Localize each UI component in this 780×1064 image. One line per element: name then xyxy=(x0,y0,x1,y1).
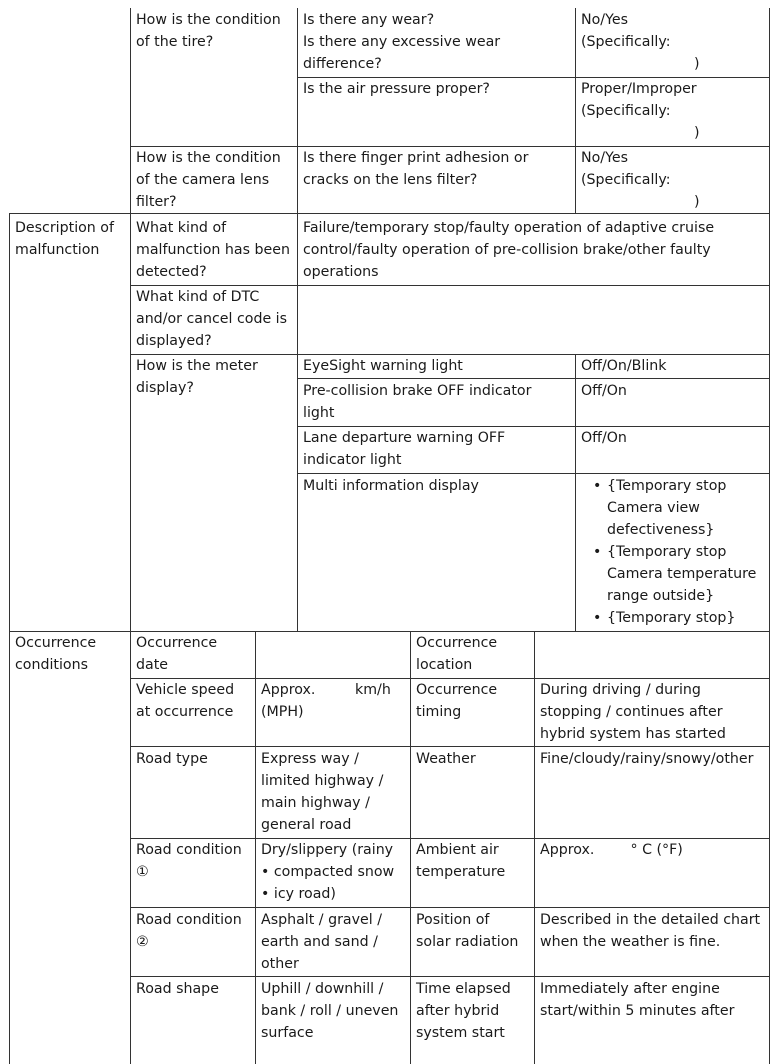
occurrence-label: Occurrence location xyxy=(416,635,498,673)
grid-line xyxy=(534,631,535,1064)
occurrence-value: Express way / limited highway / main highway / general road xyxy=(261,751,384,833)
tire-pressure-question: Is the air pressure proper? xyxy=(303,81,490,97)
occurrence-value: Asphalt / gravel / earth and sand / other xyxy=(261,912,382,972)
speed-unit: km/h xyxy=(355,682,391,698)
occurrence-label: Road condition ② xyxy=(136,912,242,950)
meter-question: How is the meter display? xyxy=(136,358,258,396)
occurrence-label: Occurrence timing xyxy=(416,682,498,720)
multi-info-item: • {Temporary stop Camera view defectiveness} xyxy=(585,475,768,541)
meter-item: Pre-collision brake OFF indicator light xyxy=(303,383,532,421)
grid-line xyxy=(297,378,770,379)
multi-info-label: Multi information display xyxy=(303,478,479,494)
malfunction-kind-answer: Failure/temporary stop/faulty operation of adaptive cruise control/faulty operation of pre-collision brake/other faulty operations xyxy=(303,220,715,280)
camera-check-paren: ) xyxy=(694,194,700,210)
malfunction-kind-question: What kind of malfunction has been detected? xyxy=(136,220,290,280)
grid-line xyxy=(9,213,770,214)
meter-state: Off/On/Blink xyxy=(581,358,667,374)
occurrence-section-label: Occurrence conditions xyxy=(15,635,97,673)
occurrence-label: Road shape xyxy=(136,981,219,997)
grid-line xyxy=(297,8,298,631)
occurrence-value: Fine/cloudy/rainy/snowy/other xyxy=(540,751,754,767)
occurrence-label: Position of solar radiation xyxy=(416,912,519,950)
camera-check-answer: No/Yes (Specifically: xyxy=(581,150,671,188)
occurrence-value: Described in the detailed chart when the weather is fine. xyxy=(540,912,761,950)
occurrence-label: Time elapsed after hybrid system start xyxy=(416,981,511,1041)
occurrence-value: Approx. ° C (°F) xyxy=(540,842,683,858)
occurrence-value: Dry/slippery (rainy • compacted snow • icy road) xyxy=(261,842,395,902)
grid-line xyxy=(575,8,576,213)
occurrence-value: Uphill / downhill / bank / roll / uneven surface xyxy=(261,981,399,1041)
occurrence-label: Road type xyxy=(136,751,208,767)
dtc-question: What kind of DTC and/or cancel code is displayed? xyxy=(136,289,288,349)
occurrence-label: Vehicle speed at occurrence xyxy=(136,682,235,720)
tire-pressure-answer: Proper/Improper (Specifically: xyxy=(581,81,697,119)
tire-question: How is the condition of the tire? xyxy=(136,12,281,50)
occurrence-value: Immediately after engine start/within 5 minutes after xyxy=(540,981,735,1019)
meter-item: EyeSight warning light xyxy=(303,358,463,374)
meter-state: Off/On xyxy=(581,383,627,399)
multi-info-item: • {Temporary stop} xyxy=(585,607,768,629)
occurrence-label: Occurrence date xyxy=(136,635,218,673)
multi-info-item: • {Temporary stop Camera temperature range outside} xyxy=(585,541,768,607)
grid-line xyxy=(130,976,770,977)
grid-line xyxy=(255,631,256,1064)
grid-line xyxy=(9,213,10,1064)
tire-wear-question: Is there any wear? Is there any excessive wear difference? xyxy=(303,12,501,72)
grid-line xyxy=(769,8,770,1064)
occurrence-label: Ambient air temperature xyxy=(416,842,506,880)
multi-info-list xyxy=(585,475,768,629)
occurrence-label: Weather xyxy=(416,751,476,767)
occurrence-label: Road condition ① xyxy=(136,842,242,880)
camera-check-question: Is there finger print adhesion or cracks on the lens filter? xyxy=(303,150,529,188)
malfunction-section-label: Description of malfunction xyxy=(15,220,114,258)
tire-pressure-paren: ) xyxy=(694,125,700,141)
occurrence-value: Approx. (MPH) xyxy=(261,682,316,720)
tire-wear-answer: No/Yes (Specifically: xyxy=(581,12,671,50)
grid-line xyxy=(130,8,131,1064)
grid-line xyxy=(297,473,770,474)
occurrence-value: During driving / during stopping / continues after hybrid system has started xyxy=(540,682,726,742)
meter-item: Lane departure warning OFF indicator light xyxy=(303,430,506,468)
camera-question: How is the condition of the camera lens filter? xyxy=(136,150,281,210)
grid-line xyxy=(410,631,411,1064)
tire-wear-paren: ) xyxy=(694,56,700,72)
meter-state: Off/On xyxy=(581,430,627,446)
grid-line xyxy=(575,354,576,631)
grid-line xyxy=(130,907,770,908)
grid-line xyxy=(130,746,770,747)
